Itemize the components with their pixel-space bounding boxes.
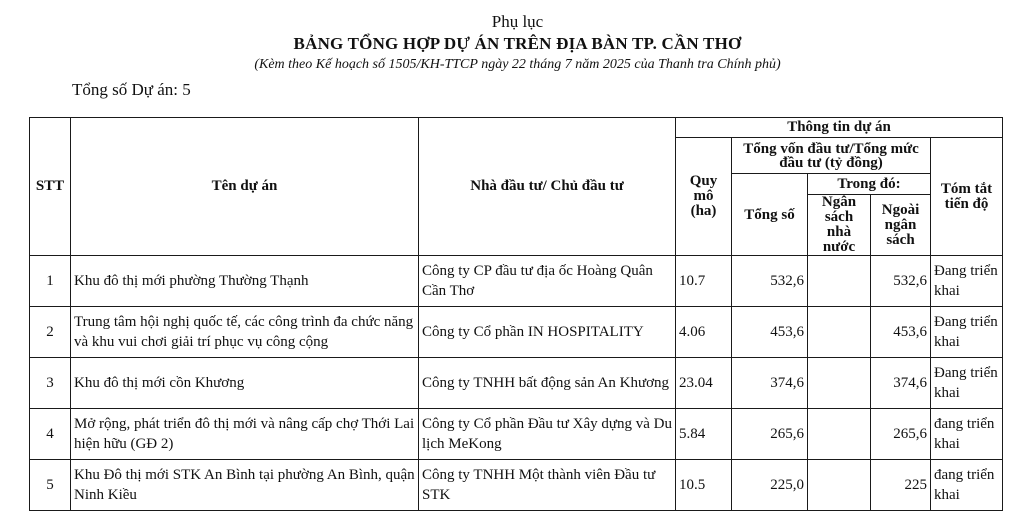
- table-row: [30, 307, 1003, 358]
- table-header: [30, 118, 1003, 256]
- cell-investor: Công ty TNHH bất động sản An Khương: [419, 358, 676, 409]
- cell-non-budget: 453,6: [871, 307, 931, 358]
- table-row: [30, 460, 1003, 511]
- col-non-budget-header: Ngoài ngân sách: [871, 195, 931, 256]
- cell-project-name: Khu đô thị mới cồn Khương: [71, 358, 419, 409]
- col-progress-header: Tóm tắt tiến độ: [931, 138, 1003, 256]
- cell-scale: 4.06: [676, 307, 732, 358]
- table-row: [30, 256, 1003, 307]
- cell-total: 532,6: [732, 256, 808, 307]
- col-info-group-header: Thông tin dự án: [676, 118, 1003, 138]
- cell-investor: Công ty Cổ phần IN HOSPITALITY: [419, 307, 676, 358]
- cell-non-budget: 374,6: [871, 358, 931, 409]
- cell-investor: Công ty CP đầu tư địa ốc Hoàng Quân Cần Thơ: [419, 256, 676, 307]
- document-title: BẢNG TỔNG HỢP DỰ ÁN TRÊN ĐỊA BÀN TP. CẦN THƠ: [293, 34, 742, 53]
- cell-project-name: Mở rộng, phát triển đô thị mới và nâng cấp chợ Thới Lai hiện hữu (GĐ 2): [71, 409, 419, 460]
- col-capital-header: Tổng vốn đầu tư/Tổng mức đầu tư (tỷ đồng): [732, 138, 931, 174]
- cell-total: 453,6: [732, 307, 808, 358]
- projects-table: [29, 117, 1003, 511]
- cell-stt: 2: [30, 307, 71, 358]
- project-count: Tổng số Dự án: 5: [72, 80, 191, 99]
- appendix-label: Phụ lục: [491, 12, 544, 31]
- cell-non-budget: 532,6: [871, 256, 931, 307]
- cell-stt: 5: [30, 460, 71, 511]
- col-of-which-header: Trong đó:: [808, 174, 931, 195]
- col-stt-header: STT: [30, 118, 71, 256]
- document-subtitle: (Kèm theo Kế hoạch số 1505/KH-TTCP ngày 22 tháng 7 năm 2025 của Thanh tra Chính phủ): [254, 57, 781, 72]
- cell-state-budget: [808, 307, 871, 358]
- cell-progress: Đang triển khai: [931, 358, 1003, 409]
- col-scale-header: Quy mô (ha): [676, 138, 732, 256]
- cell-stt: 1: [30, 256, 71, 307]
- cell-progress: đang triển khai: [931, 460, 1003, 511]
- cell-state-budget: [808, 358, 871, 409]
- cell-non-budget: 225: [871, 460, 931, 511]
- cell-investor: Công ty TNHH Một thành viên Đầu tư STK: [419, 460, 676, 511]
- cell-progress: đang triển khai: [931, 409, 1003, 460]
- cell-project-name: Khu Đô thị mới STK An Bình tại phường An Bình, quận Ninh Kiều: [71, 460, 419, 511]
- cell-progress: Đang triển khai: [931, 307, 1003, 358]
- cell-project-name: Trung tâm hội nghị quốc tế, các công trình đa chức năng và khu vui chơi giải trí phục vụ công cộng: [71, 307, 419, 358]
- cell-scale: 5.84: [676, 409, 732, 460]
- col-total-header: Tổng số: [732, 174, 808, 256]
- cell-scale: 10.7: [676, 256, 732, 307]
- cell-state-budget: [808, 409, 871, 460]
- cell-state-budget: [808, 256, 871, 307]
- cell-non-budget: 265,6: [871, 409, 931, 460]
- cell-scale: 10.5: [676, 460, 732, 511]
- cell-scale: 23.04: [676, 358, 732, 409]
- col-state-budget-header: Ngân sách nhà nước: [808, 195, 871, 256]
- cell-total: 225,0: [732, 460, 808, 511]
- cell-investor: Công ty Cổ phần Đầu tư Xây dựng và Du lịch MeKong: [419, 409, 676, 460]
- table-row: [30, 409, 1003, 460]
- cell-stt: 3: [30, 358, 71, 409]
- cell-total: 265,6: [732, 409, 808, 460]
- cell-progress: Đang triển khai: [931, 256, 1003, 307]
- cell-stt: 4: [30, 409, 71, 460]
- table-row: [30, 358, 1003, 409]
- table-body: [30, 256, 1003, 511]
- cell-project-name: Khu đô thị mới phường Thường Thạnh: [71, 256, 419, 307]
- cell-total: 374,6: [732, 358, 808, 409]
- col-investor-header: Nhà đầu tư/ Chủ đầu tư: [419, 118, 676, 256]
- cell-state-budget: [808, 460, 871, 511]
- col-name-header: Tên dự án: [71, 118, 419, 256]
